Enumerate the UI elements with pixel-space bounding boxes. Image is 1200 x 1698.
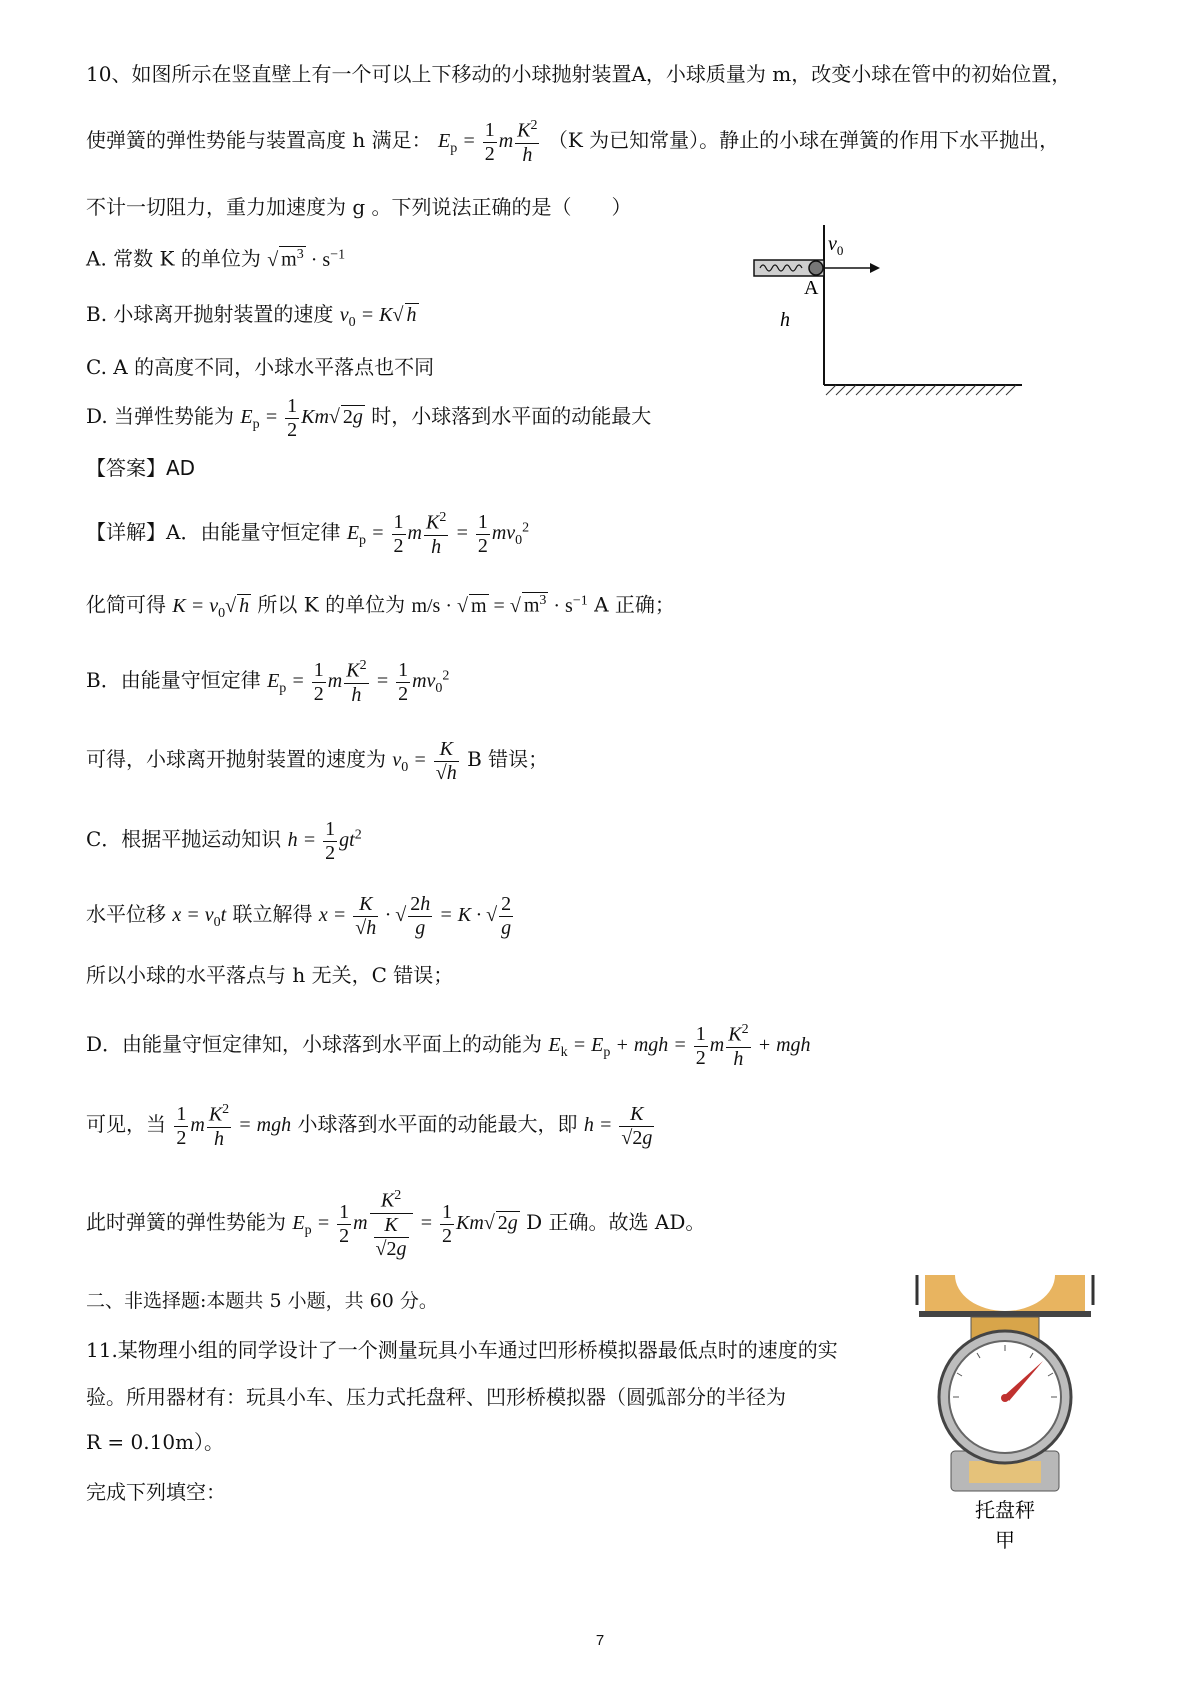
formula-ek: $E_k = E_p$ + mgh = $\frac{1}{2}$ m $\frac{K^2}{h}$ + mgh xyxy=(548,1022,811,1070)
solution-line6-text-b: 联立解得 xyxy=(232,902,313,927)
scale-tray xyxy=(919,1311,1091,1317)
solution-line7: 所以小球的水平落点与 h 无关，C 错误； xyxy=(86,963,454,987)
solution-line10-text-b: D 正确。故选 AD。 xyxy=(526,1209,706,1234)
formula-x-v0t: $x = v_0t$ xyxy=(172,904,227,931)
option-d xyxy=(86,395,651,442)
solution-line2 xyxy=(86,592,675,622)
solution-line2-text-b: 所以 K 的单位为 xyxy=(257,592,406,617)
q10-line2 xyxy=(86,118,1059,167)
option-c: C. A 的高度不同，小球水平落点也不同 xyxy=(86,355,435,379)
solution-line5 xyxy=(86,818,362,865)
solution-line8-text: D．由能量守恒定律知，小球落到水平面上的动能为 xyxy=(86,1031,543,1056)
v0-label-sub: 0 xyxy=(836,243,844,258)
formula-h-projectile: h = $\frac{1}{2}$ $gt^2$ xyxy=(287,818,362,864)
solution-line4-text-a: 可得，小球离开抛射装置的速度为 xyxy=(86,747,386,772)
formula-x-result: x = K √ h · √ $\frac{2h}{g}$ = K · √ $\frac{2}{g}$ xyxy=(319,904,515,926)
solution-line9-text-b: 小球落到水平面的动能最大，即 xyxy=(297,1111,578,1136)
q10-line1: 10、如图所示在竖直壁上有一个可以上下移动的小球抛射装置A，小球质量为 m，改变小球在管中的初始位置， xyxy=(86,62,1072,86)
h-label: h xyxy=(780,309,790,331)
answer-line: 【答案】AD xyxy=(86,456,196,480)
v0-label-main: v xyxy=(828,233,837,255)
solution-line6 xyxy=(86,893,515,940)
solution-line4-text-b: B 错误； xyxy=(467,747,549,772)
q11-line3: R = 0.10m）。 xyxy=(86,1430,225,1454)
option-a xyxy=(86,246,345,272)
solution-line9 xyxy=(86,1102,656,1151)
solution-line9-text-a: 可见，当 xyxy=(86,1111,166,1136)
q10-line3: 不计一切阻力，重力加速度为 g 。下列说法正确的是（ ） xyxy=(86,195,632,219)
solution-line3-text: B．由能量守恒定律 xyxy=(86,667,261,692)
q11-line2: 验。所用器材有：玩具小车、压力式托盘秤、凹形桥模拟器（圆弧部分的半径为 xyxy=(86,1385,786,1409)
solution-line5-text: C．根据平抛运动知识 xyxy=(86,827,282,852)
page-number: 7 xyxy=(595,1632,605,1649)
formula-v0-result: $v_0$ = K √ h xyxy=(392,749,460,771)
formula-unit-derivation: m/s · √ m = √ $m^3 \cdot s^{-1}$ xyxy=(411,595,587,617)
formula-unit-a: √ $m^3 \cdot s^{-1}$ xyxy=(267,249,345,271)
velocity-arrowhead xyxy=(870,263,880,273)
solution-line10-text-a: 此时弹簧的弹性势能为 xyxy=(86,1209,286,1234)
solution-line10 xyxy=(86,1188,705,1261)
v0-label xyxy=(828,233,843,258)
ground-hatching xyxy=(826,385,1016,395)
option-a-text: A. 常数 K 的单位为 xyxy=(86,246,261,271)
solution-line1-text: 【详解】A．由能量守恒定律 xyxy=(86,519,341,544)
q11-line1: 11.某物理小组的同学设计了一个测量玩具小车通过凹形桥模拟器最低点时的速度的实 xyxy=(86,1338,838,1362)
solution-line2-text-c: A 正确； xyxy=(594,592,675,617)
scale-caption: 托盘秤 xyxy=(975,1500,1035,1522)
q10-line2-text-b: （K 为已知常量）。静止的小球在弹簧的作用下水平抛出， xyxy=(547,127,1060,152)
q10-line2-text-a: 使弹簧的弹性势能与装置高度 h 满足： xyxy=(86,127,432,152)
q11-line4: 完成下列填空： xyxy=(86,1480,226,1504)
formula-energy-a: $E_p$ = $\frac{1}{2}$ m $\frac{K^2}{h}$ = $\frac{1}{2}$ $mv_0^2$ xyxy=(346,510,530,558)
point-a-label: A xyxy=(804,277,819,299)
solution-line6-text-a: 水平位移 xyxy=(86,902,166,927)
solution-line2-text-a: 化简可得 xyxy=(86,592,166,617)
formula-k-expr: $K = v_0√$ h xyxy=(172,595,251,617)
formula-h-max: h = K √ 2g xyxy=(584,1114,656,1136)
formula-ep-final: $E_p$ = $\frac{1}{2}$ m $K^2$ K √ 2g = $\frac{1}{2}$ Km√ 2g xyxy=(292,1212,519,1234)
formula-ep-d: $E_p$ = $\frac{1}{2}$ Km√ 2g xyxy=(240,406,365,428)
solution-line1 xyxy=(86,510,529,559)
solution-line3 xyxy=(86,658,449,707)
option-b xyxy=(86,302,419,332)
ball xyxy=(809,261,823,275)
formula-energy-b: $E_p$ = $\frac{1}{2}$ m $\frac{K^2}{h}$ = $\frac{1}{2}$ $mv_0^2$ xyxy=(267,658,450,706)
option-b-text: B. 小球离开抛射装置的速度 xyxy=(86,302,334,326)
section2-heading: 二、非选择题:本题共 5 小题，共 60 分。 xyxy=(86,1290,438,1312)
solution-line8 xyxy=(86,1022,811,1071)
launcher-figure xyxy=(740,220,1040,400)
option-d-text-b: 时，小球落到水平面的动能最大 xyxy=(371,404,652,429)
needle-hub xyxy=(1001,1394,1009,1402)
scale-figure xyxy=(905,1265,1105,1555)
formula-v0-b: $v_0 = K√$ h xyxy=(340,304,419,326)
figure-label: 甲 xyxy=(995,1530,1015,1552)
formula-ep-definition: $E_p$ = $\frac{1}{2}$ m $\frac{K^2}{h}$ xyxy=(437,118,538,166)
formula-equality: $\frac{1}{2}$ m $\frac{K^2}{h}$ = mgh xyxy=(176,1102,292,1150)
option-d-text-a: D. 当弹性势能为 xyxy=(86,404,235,429)
solution-line4 xyxy=(86,738,548,785)
